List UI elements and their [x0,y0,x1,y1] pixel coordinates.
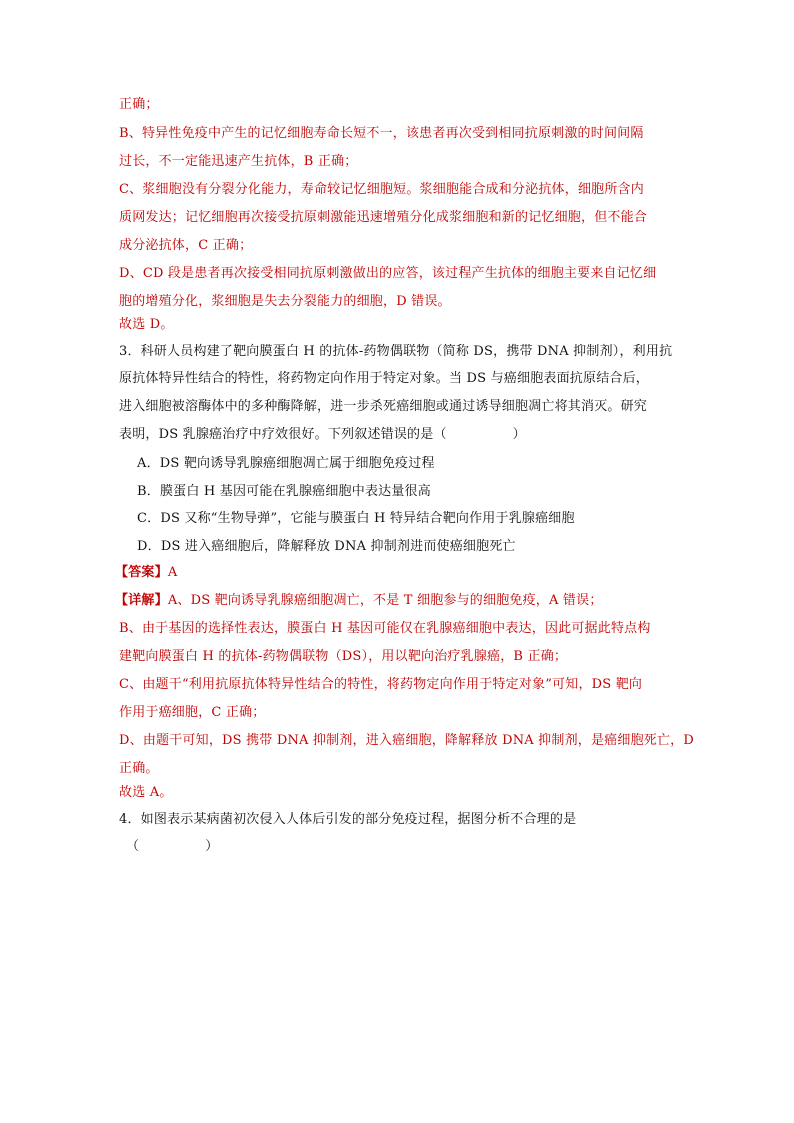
q3-detail-b-line2: 建靶向膜蛋白 H 的抗体-药物偶联物（DS），用以靶向治疗乳腺癌，B 正确； [119,649,568,664]
q3-option-b: B．膜蛋白 H 基因可能在乳腺癌细胞中表达量很高 [137,484,431,499]
explanation-b-line2: 过长，不一定能迅速产生抗体，B 正确； [119,154,358,169]
explanation-choose: 故选 D。 [119,317,174,332]
detail-c-post: 可知，DS 靶向 [552,677,643,692]
detail-tag: 【详解】 [115,593,168,608]
q4-stem-line1: 4．如图表示某病菌初次侵入人体后引发的部分免疫过程，据图分析不合理的是 [119,812,577,827]
q3-stem-line4: 表明，DS 乳腺癌治疗中疗效很好。下列叙述错误的是（ ） [119,427,526,442]
q3-option-a: A．DS 靶向诱导乳腺癌细胞凋亡属于细胞免疫过程 [137,456,435,471]
explanation-c-line1: C、浆细胞没有分裂分化能力，寿命较记忆细胞短。浆细胞能合成和分泌抗体，细胞所含内 [119,182,644,197]
q3-option-d: D．DS 进入癌细胞后，降解释放 DNA 抑制剂进而使癌细胞死亡 [137,539,516,554]
q3-option-c: C．DS 又称“生物导弹”，它能与膜蛋白 H 特异结合靶向作用于乳腺癌细胞 [137,511,575,526]
explanation-b-line1: B、特异性免疫中产生的记忆细胞寿命长短不一，该患者再次受到相同抗原刺激的时间间隔 [119,126,644,141]
q3-detail-d-line2: 正确。 [119,761,159,776]
q3-choose: 故选 A。 [119,785,173,800]
explanation-c-line2: 质网发达；记忆细胞再次接受抗原刺激能迅速增殖分化成浆细胞和新的记忆细胞，但不能合 [119,210,648,225]
q3-detail-b-line1: B、由于基因的选择性表达，膜蛋白 H 基因可能仅在乳腺癌细胞中表达，因此可据此特点构 [119,621,651,636]
q3-detail-c-line2: 作用于癌细胞，C 正确； [119,705,266,720]
q3-stem-line1: 3．科研人员构建了靶向膜蛋白 H 的抗体-药物偶联物（简称 DS，携带 DNA 抑制剂），利用抗 [119,344,673,359]
q3-stem-line2: 原抗体特异性结合的特性，将药物定向作用于特定对象。当 DS 与癌细胞表面抗原结合后， [119,371,649,386]
q3-answer [115,564,177,582]
explanation-continuation: 正确； [119,97,159,112]
q4-stem-line2: （ ） [126,839,219,854]
detail-a-text: A、DS 靶向诱导乳腺癌细胞凋亡，不是 T 细胞参与的细胞免疫，A 错误； [167,593,603,608]
detail-c-pre: C、由题干 [119,677,182,692]
q3-detail-d-line1: D、由题干可知，DS 携带 DNA 抑制剂，进入癌细胞，降解释放 DNA 抑制剂，是癌细胞死亡，D [119,733,695,748]
explanation-d-line1: D、CD 段是患者再次接受相同抗原刺激做出的应答，该过程产生抗体的细胞主要来自记忆细 [119,266,657,281]
explanation-c-line3: 成分泌抗体，C 正确； [119,238,253,253]
q3-detail-c-line1 [119,676,642,694]
explanation-d-line2: 胞的增殖分化，浆细胞是失去分裂能力的细胞，D 错误。 [119,294,451,309]
q3-stem-line3: 进入细胞被溶酶体中的多种酶降解，进一步杀死癌细胞或通过诱导细胞凋亡将其消灭。研究 [119,399,648,414]
q3-detail-a [115,592,603,610]
answer-value: A [167,565,178,580]
detail-c-quote: “利用抗原抗体特异性结合的特性，将药物定向作用于特定对象” [181,677,553,692]
answer-tag: 【答案】 [115,565,168,580]
